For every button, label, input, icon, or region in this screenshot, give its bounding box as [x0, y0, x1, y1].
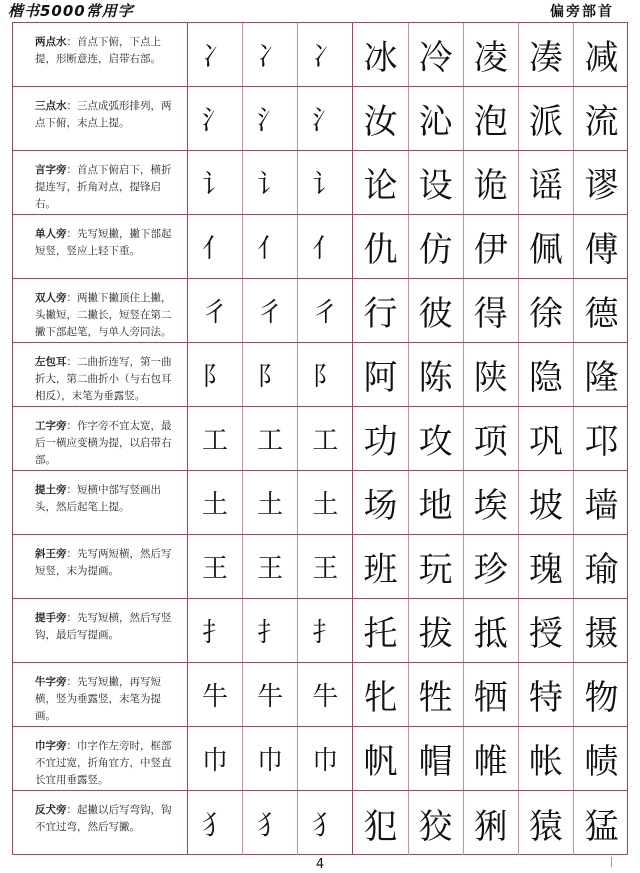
- radical-rule-text: 作字旁不宜太宽，最后一横应变横为提，以启带右部。: [35, 420, 172, 466]
- practice-row: [13, 791, 627, 855]
- radical-description: [13, 471, 188, 534]
- writing-cells: [188, 87, 627, 150]
- writing-cells: [188, 535, 627, 598]
- example-character-cell: 猁: [464, 791, 519, 855]
- example-character-cell: 猛: [584, 806, 619, 847]
- example-character-cell: 冰: [353, 23, 408, 86]
- example-character-cell: 狡: [409, 791, 464, 855]
- radical-rule-text: 三点成弧形排列，两点下俯，末点上提。: [35, 100, 172, 129]
- radical-rule-text: 首点下俯启下，横折提连写，折角对点，提锋启右。: [35, 164, 172, 210]
- radical-name: 斜王旁: [35, 548, 67, 560]
- radical-description: [13, 279, 188, 342]
- name-separator: ：: [66, 676, 77, 688]
- radical-sample-cell: 牛: [188, 663, 243, 726]
- example-character-cell: 埃: [464, 471, 519, 534]
- name-separator: ：: [66, 804, 77, 816]
- example-character-cell: 帽: [409, 727, 464, 790]
- radical-rule-text: 先写短撇，撇下部起短竖，竖应上轻下重。: [35, 228, 172, 257]
- example-character-cell: 托: [353, 599, 408, 662]
- radical-sample-cell: 冫: [188, 23, 243, 86]
- writing-cells: [188, 599, 627, 662]
- radical-sample-cell: 王: [188, 535, 243, 598]
- example-character-cell: 牝: [353, 663, 408, 726]
- radical-name: 反犬旁: [35, 804, 67, 816]
- radical-sample-cell: 巾: [298, 727, 353, 790]
- name-separator: ：: [66, 740, 77, 752]
- radical-name: 牛字旁: [35, 676, 67, 688]
- example-character-cell: 物: [584, 678, 619, 718]
- radical-sample-cell: 亻: [188, 215, 243, 278]
- example-character-cell: 冷: [409, 23, 464, 86]
- radical-description: [13, 599, 188, 662]
- writing-cells: [188, 663, 627, 726]
- example-character-cell: 隐: [519, 343, 574, 406]
- radical-rule-text: 起撇以后写弯钩，钩不宜过弯，然后写撇。: [35, 804, 172, 833]
- radical-sample-cell: 亻: [298, 215, 353, 278]
- radical-sample-cell: 扌: [243, 599, 298, 662]
- example-character-cell: 攻: [409, 407, 464, 470]
- radical-rule-text: 先写短横，然后写竖钩，最后写提画。: [35, 612, 172, 641]
- example-character-cell: 场: [353, 471, 408, 534]
- example-character-cell: 徐: [519, 279, 574, 342]
- radical-sample-cell: 工: [188, 407, 243, 470]
- example-character-cell: 拔: [409, 599, 464, 662]
- name-separator: ：: [66, 100, 77, 112]
- radical-sample-cell: 犭: [188, 791, 243, 855]
- practice-row: [13, 599, 627, 663]
- radical-sample-cell: 彳: [188, 279, 243, 342]
- example-character-cell: 抵: [464, 599, 519, 662]
- name-separator: ：: [66, 356, 77, 368]
- radical-description: [13, 23, 188, 86]
- page-header: [0, 0, 640, 22]
- radical-rule-text: 二曲折连写，第一曲折大，第二曲折小（与右包耳相反），末笔为垂露竖。: [35, 356, 172, 402]
- example-character-cell: 沁: [409, 87, 464, 150]
- example-character-cell: 帷: [464, 727, 519, 790]
- radical-sample-cell: 巾: [243, 727, 298, 790]
- radical-name: 言字旁: [35, 164, 67, 176]
- example-character-cell: 帆: [353, 727, 408, 790]
- writing-cells: [188, 151, 627, 214]
- radical-description: [13, 343, 188, 406]
- example-character-cell: 班: [353, 535, 408, 598]
- writing-cells: [188, 215, 627, 278]
- example-character-cell: 减: [584, 38, 619, 78]
- practice-grid: [12, 22, 628, 855]
- radical-sample-cell: 冫: [298, 23, 353, 86]
- example-character-cell: 特: [519, 663, 574, 726]
- practice-row: [13, 407, 627, 471]
- writing-cells: [188, 343, 627, 406]
- radical-sample-cell: 阝: [188, 343, 243, 406]
- writing-cells: [188, 23, 627, 86]
- radical-name: 双人旁: [35, 292, 67, 304]
- example-character-cell: 牺: [464, 663, 519, 726]
- radical-sample-cell: 氵: [243, 87, 298, 150]
- writing-cells: [188, 727, 627, 790]
- radical-sample-cell: 扌: [188, 599, 243, 662]
- practice-row: [13, 279, 627, 343]
- example-character-cell: 邛: [584, 422, 619, 462]
- example-character-cell: 彼: [409, 279, 464, 342]
- radical-sample-cell: 阝: [243, 343, 298, 406]
- practice-row: [13, 151, 627, 215]
- example-character-cell: 帻: [584, 742, 619, 782]
- practice-row: [13, 535, 627, 599]
- example-character-cell: 仿: [409, 215, 464, 278]
- radical-description: [13, 663, 188, 726]
- radical-sample-cell: 犭: [298, 791, 353, 855]
- radical-sample-cell: 讠: [188, 151, 243, 214]
- example-character-cell: 诡: [464, 151, 519, 214]
- radical-sample-cell: 犭: [243, 791, 298, 855]
- example-character-cell: 墙: [584, 486, 619, 526]
- radical-sample-cell: 巾: [188, 727, 243, 790]
- example-character-cell: 猿: [519, 791, 574, 855]
- example-character-cell: 帐: [519, 727, 574, 790]
- radical-sample-cell: 土: [188, 471, 243, 534]
- example-character-cell: 隆: [584, 358, 619, 398]
- example-character-cell: 授: [519, 599, 574, 662]
- radical-description: [13, 87, 188, 150]
- practice-row: [13, 343, 627, 407]
- example-character-cell: 得: [464, 279, 519, 342]
- example-character-cell: 坡: [519, 471, 574, 534]
- radical-description: [13, 791, 188, 855]
- example-character-cell: 凌: [464, 23, 519, 86]
- writing-cells: [188, 471, 627, 534]
- practice-row: [13, 87, 627, 151]
- example-character-cell: 谣: [519, 151, 574, 214]
- example-character-cell: 派: [519, 87, 574, 150]
- name-separator: ：: [66, 36, 77, 48]
- radical-description: [13, 407, 188, 470]
- radical-name: 两点水: [35, 36, 67, 48]
- radical-sample-cell: 冫: [243, 23, 298, 86]
- radical-sample-cell: 土: [298, 471, 353, 534]
- writing-cells: [188, 279, 627, 342]
- radical-rule-text: 两撇下撇顶住上撇，头撇短，二撇长，短竖在第二撇下部起笔，与单人旁同法。: [35, 292, 172, 338]
- example-character-cell: 玩: [409, 535, 464, 598]
- radical-sample-cell: 王: [298, 535, 353, 598]
- radical-sample-cell: 工: [243, 407, 298, 470]
- book-title: 楷书5000常用字: [8, 2, 134, 20]
- example-character-cell: 阿: [353, 343, 408, 406]
- example-character-cell: 汝: [353, 87, 408, 150]
- radical-description: [13, 151, 188, 214]
- radical-sample-cell: 讠: [298, 151, 353, 214]
- section-title: 偏旁部首: [550, 4, 614, 20]
- example-character-cell: 仇: [353, 215, 408, 278]
- example-character-cell: 傅: [584, 230, 619, 270]
- example-character-cell: 巩: [519, 407, 574, 470]
- example-character-cell: 凑: [519, 23, 574, 86]
- name-separator: ：: [66, 228, 77, 240]
- radical-sample-cell: 王: [243, 535, 298, 598]
- radical-sample-cell: 彳: [243, 279, 298, 342]
- example-character-cell: 地: [409, 471, 464, 534]
- writing-cells: [188, 791, 627, 855]
- radical-name: 巾字旁: [35, 740, 67, 752]
- example-character-cell: 行: [353, 279, 408, 342]
- radical-sample-cell: 牛: [243, 663, 298, 726]
- name-separator: ：: [66, 420, 77, 432]
- practice-row: [13, 23, 627, 87]
- example-character-cell: 陕: [464, 343, 519, 406]
- example-character-cell: 德: [584, 294, 619, 334]
- example-character-cell: 论: [353, 151, 408, 214]
- radical-sample-cell: 氵: [188, 87, 243, 150]
- example-character-cell: 瑰: [519, 535, 574, 598]
- practice-row: [13, 215, 627, 279]
- radical-sample-cell: 土: [243, 471, 298, 534]
- example-character-cell: 犯: [353, 791, 408, 855]
- radical-name: 单人旁: [35, 228, 67, 240]
- page-mark: [611, 857, 612, 867]
- practice-row: [13, 663, 627, 727]
- radical-name: 提土旁: [35, 484, 67, 496]
- example-character-cell: 项: [464, 407, 519, 470]
- name-separator: ：: [66, 164, 77, 176]
- practice-row: [13, 471, 627, 535]
- example-character-cell: 泡: [464, 87, 519, 150]
- example-character-cell: 佩: [519, 215, 574, 278]
- radical-sample-cell: 牛: [298, 663, 353, 726]
- name-separator: ：: [66, 484, 77, 496]
- radical-sample-cell: 氵: [298, 87, 353, 150]
- example-character-cell: 牲: [409, 663, 464, 726]
- radical-description: [13, 727, 188, 790]
- radical-rule-text: 巾字作左旁时，框部不宜过宽，折角宜方，中竖直长宜用垂露竖。: [35, 740, 172, 786]
- radical-sample-cell: 讠: [243, 151, 298, 214]
- example-character-cell: 珍: [464, 535, 519, 598]
- example-character-cell: 摄: [584, 614, 619, 654]
- radical-name: 左包耳: [35, 356, 67, 368]
- radical-sample-cell: 彳: [298, 279, 353, 342]
- radical-sample-cell: 阝: [298, 343, 353, 406]
- radical-sample-cell: 工: [298, 407, 353, 470]
- radical-description: [13, 535, 188, 598]
- example-character-cell: 伊: [464, 215, 519, 278]
- radical-sample-cell: 亻: [243, 215, 298, 278]
- practice-row: [13, 727, 627, 791]
- page-number: 4: [315, 857, 325, 872]
- example-character-cell: 瑜: [584, 550, 619, 590]
- radical-rule-text: 先写两短横，然后写短竖，末为提画。: [35, 548, 172, 577]
- name-separator: ：: [66, 548, 77, 560]
- radical-description: [13, 215, 188, 278]
- name-separator: ：: [66, 612, 77, 624]
- writing-cells: [188, 407, 627, 470]
- radical-rule-text: 首点下俯，下点上提，形断意连，启带右部。: [35, 36, 161, 65]
- radical-sample-cell: 扌: [298, 599, 353, 662]
- example-character-cell: 设: [409, 151, 464, 214]
- radical-rule-text: 短横中部写竖画出头，然后起笔上提。: [35, 484, 161, 513]
- name-separator: ：: [66, 292, 77, 304]
- radical-name: 工字旁: [35, 420, 67, 432]
- radical-rule-text: 先写短撇，再写短横，竖为垂露竖，末笔为提画。: [35, 676, 161, 722]
- radical-name: 三点水: [35, 100, 67, 112]
- example-character-cell: 陈: [409, 343, 464, 406]
- example-character-cell: 功: [353, 407, 408, 470]
- example-character-cell: 流: [584, 102, 619, 142]
- example-character-cell: 谬: [584, 166, 619, 206]
- radical-name: 提手旁: [35, 612, 67, 624]
